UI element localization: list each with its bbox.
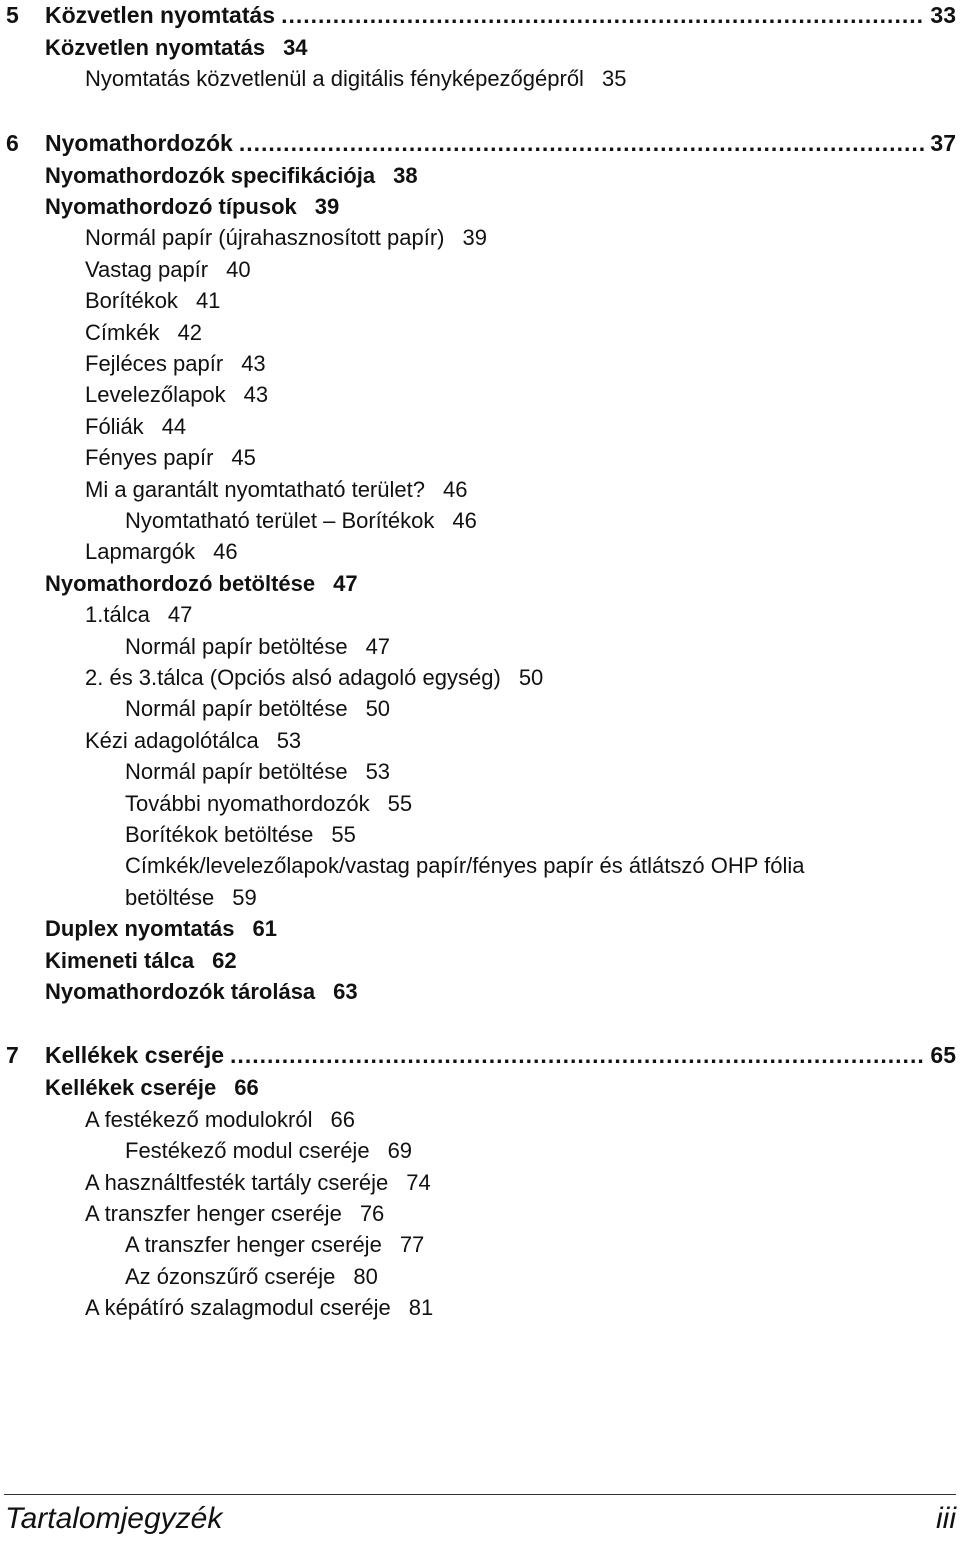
toc-entry-level-3[interactable] [125,694,390,724]
toc-entry-page-number: 62 [212,947,237,973]
toc-entry-title: Mi a garantált nyomtatható terület? [85,476,425,502]
toc-entry-page-number: 55 [387,790,413,816]
chapter-number: 7 [6,1042,19,1069]
chapter-title: Közvetlen nyomtatás [45,2,276,28]
toc-entry-level-1[interactable] [45,161,418,191]
toc-entry-title: 2. és 3.tálca (Opciós alsó adagoló egység) [85,665,501,690]
toc-entry-title: Nyomathordozó típusok [45,194,297,219]
toc-entry-level-2[interactable] [85,600,192,630]
toc-entry-level-1[interactable] [45,569,358,599]
toc-entry-level-3[interactable] [125,883,257,913]
toc-entry-title: A transzfer henger cseréje [85,1200,342,1226]
toc-entry-title: Címkék/levelezőlapok/vastag papír/fényes papír és átlátszó OHP fólia [125,853,805,879]
toc-entry-title: Kézi adagolótálca [85,727,259,753]
toc-entry-level-3[interactable] [125,851,805,881]
toc-entry-title: További nyomathordozók [125,790,370,816]
toc-entry-page-number: 63 [333,979,358,1004]
toc-entry-page-number: 46 [213,539,238,565]
toc-entry-page-number: 50 [518,665,544,690]
toc-entry-level-2[interactable] [85,537,238,567]
toc-entry-page-number: 61 [252,916,277,942]
toc-entry-page-number: 50 [365,696,391,722]
toc-entry-page-number: 43 [241,351,266,376]
toc-entry-level-2[interactable] [85,1293,433,1323]
toc-entry-page-number: 66 [234,1075,259,1101]
toc-entry-title: Normál papír betöltése [125,633,348,659]
toc-entry-title: Normál papír betöltése [125,696,348,722]
footer-title: Tartalomjegyzék [5,1502,223,1535]
toc-entry-title: Kellékek cseréje [45,1075,217,1101]
chapter-number: 6 [6,129,19,156]
dot-leader [239,128,925,158]
toc-entry-level-2[interactable] [85,726,301,756]
toc-entry-title: Normál papír (újrahasznosított papír) [85,225,445,251]
toc-entry-title: Fóliák [85,413,144,439]
toc-entry-level-2[interactable] [85,223,487,253]
toc-entry-level-2[interactable] [85,412,186,442]
toc-entry-level-2[interactable] [85,380,268,410]
toc-entry-level-1[interactable] [45,33,308,63]
toc-entry-title: Nyomtatás közvetlenül a digitális fényképezőgépről [85,66,584,92]
chapter-number: 5 [6,2,19,28]
toc-entry-title: Lapmargók [85,539,196,565]
toc-entry-page-number: 59 [232,884,257,910]
chapter-page-number: 33 [930,2,956,28]
toc-entry-page-number: 43 [243,382,269,408]
toc-entry-page-number: 46 [442,476,468,502]
toc-entry-level-2[interactable] [85,1199,384,1229]
toc-entry-title: Kimeneti tálca [45,947,195,973]
toc-entry-title: A használtfesték tartály cseréje [85,1169,389,1195]
chapter-page-number: 65 [930,1042,956,1069]
toc-entry-page-number: 44 [161,413,187,439]
toc-entry-level-2[interactable] [85,475,467,505]
toc-entry-level-1[interactable] [45,914,277,944]
toc-entry-title: Nyomathordozók specifikációja [45,162,376,188]
toc-entry-level-3[interactable] [125,820,356,850]
toc-entry-level-2[interactable] [85,663,543,693]
toc-entry-page-number: 53 [365,759,391,785]
toc-entry-title: A képátíró szalagmodul cseréje [85,1295,391,1321]
toc-entry-title: Fényes papír [85,445,214,471]
toc-entry-title: Duplex nyomtatás [45,916,235,942]
toc-entry-page-number: 35 [601,66,627,92]
toc-entry-title: Címkék [85,319,160,345]
toc-entry-page-number: 76 [359,1200,385,1226]
toc-entry-page-number: 77 [399,1232,425,1258]
footer-page-number: iii [936,1502,956,1535]
toc-entry-level-3[interactable] [125,1136,412,1166]
toc-entry-title: Borítékok [85,288,178,314]
toc-entry-page-number: 55 [331,822,356,847]
toc-entry-title: Az ózonszűrő cseréje [125,1263,336,1289]
toc-entry-page-number: 80 [353,1263,378,1289]
toc-entry-title: Nyomathordozó betöltése [45,570,316,596]
toc-entry-title: Fejléces papír [85,351,224,376]
dot-leader [230,1040,924,1070]
toc-entry-level-3[interactable] [125,632,390,662]
toc-entry-level-2[interactable] [85,286,220,316]
toc-entry-level-1[interactable] [45,977,358,1007]
toc-entry-page-number: 34 [283,34,308,60]
chapter-heading[interactable] [0,1040,960,1070]
toc-entry-title: Levelezőlapok [85,382,226,408]
toc-entry-page-number: 39 [462,225,487,251]
toc-entry-page-number: 47 [167,602,193,628]
toc-entry-title: 1.tálca [85,602,150,628]
toc-entry-page-number: 46 [452,508,477,533]
toc-entry-level-1[interactable] [45,946,237,976]
toc-entry-page-number: 38 [393,162,418,188]
toc-entry-page-number: 42 [177,319,203,345]
toc-entry-level-2[interactable] [85,318,202,348]
toc-entry-level-2[interactable] [85,1168,431,1198]
toc-entry-title: Nyomathordozók tárolása [45,979,316,1004]
toc-entry-page-number: 39 [314,194,340,219]
toc-entry-level-3[interactable] [125,506,477,536]
chapter-heading[interactable] [0,0,960,30]
chapter-heading[interactable] [0,128,960,158]
toc-entry-page-number: 40 [226,256,251,282]
toc-entry-page-number: 69 [387,1138,413,1164]
toc-entry-level-3[interactable] [125,757,390,787]
toc-entry-title: A transzfer henger cseréje [125,1232,382,1258]
toc-entry-level-3[interactable] [125,1262,378,1292]
toc-entry-page-number: 47 [365,633,391,659]
toc-entry-title: Normál papír betöltése [125,759,348,785]
toc-entry-title: Közvetlen nyomtatás [45,34,266,60]
toc-entry-title: Festékező modul cseréje [125,1138,370,1164]
toc-entry-level-2[interactable] [85,64,626,94]
chapter-title: Nyomathordozók [45,129,233,156]
toc-entry-title: Vastag papír [85,256,209,282]
toc-entry-title: Borítékok betöltése [125,822,314,847]
toc-entry-level-2[interactable] [85,1105,355,1135]
toc-entry-level-2[interactable] [85,349,266,379]
toc-entry-page-number: 66 [330,1106,355,1132]
toc-entry-page-number: 45 [231,445,256,471]
dot-leader [281,0,924,30]
toc-entry-level-1[interactable] [45,192,339,222]
toc-entry-level-3[interactable] [125,789,412,819]
toc-entry-level-1[interactable] [45,1073,259,1103]
toc-entry-level-2[interactable] [85,443,256,473]
toc-entry-page-number: 74 [406,1169,431,1195]
toc-entry-title: A festékező modulokról [85,1106,313,1132]
footer-divider [4,1494,956,1495]
toc-entry-page-number: 41 [195,288,221,314]
toc-entry-page-number: 47 [333,570,358,596]
toc-entry-level-2[interactable] [85,255,251,285]
toc-entry-title: betöltése [125,884,215,910]
toc-entry-title: Nyomtatható terület – Borítékok [125,508,435,533]
chapter-title: Kellékek cseréje [45,1042,225,1069]
toc-entry-page-number: 81 [408,1295,434,1321]
toc-entry-level-3[interactable] [125,1230,424,1260]
toc-entry-page-number: 53 [276,727,302,753]
chapter-page-number: 37 [930,129,956,156]
